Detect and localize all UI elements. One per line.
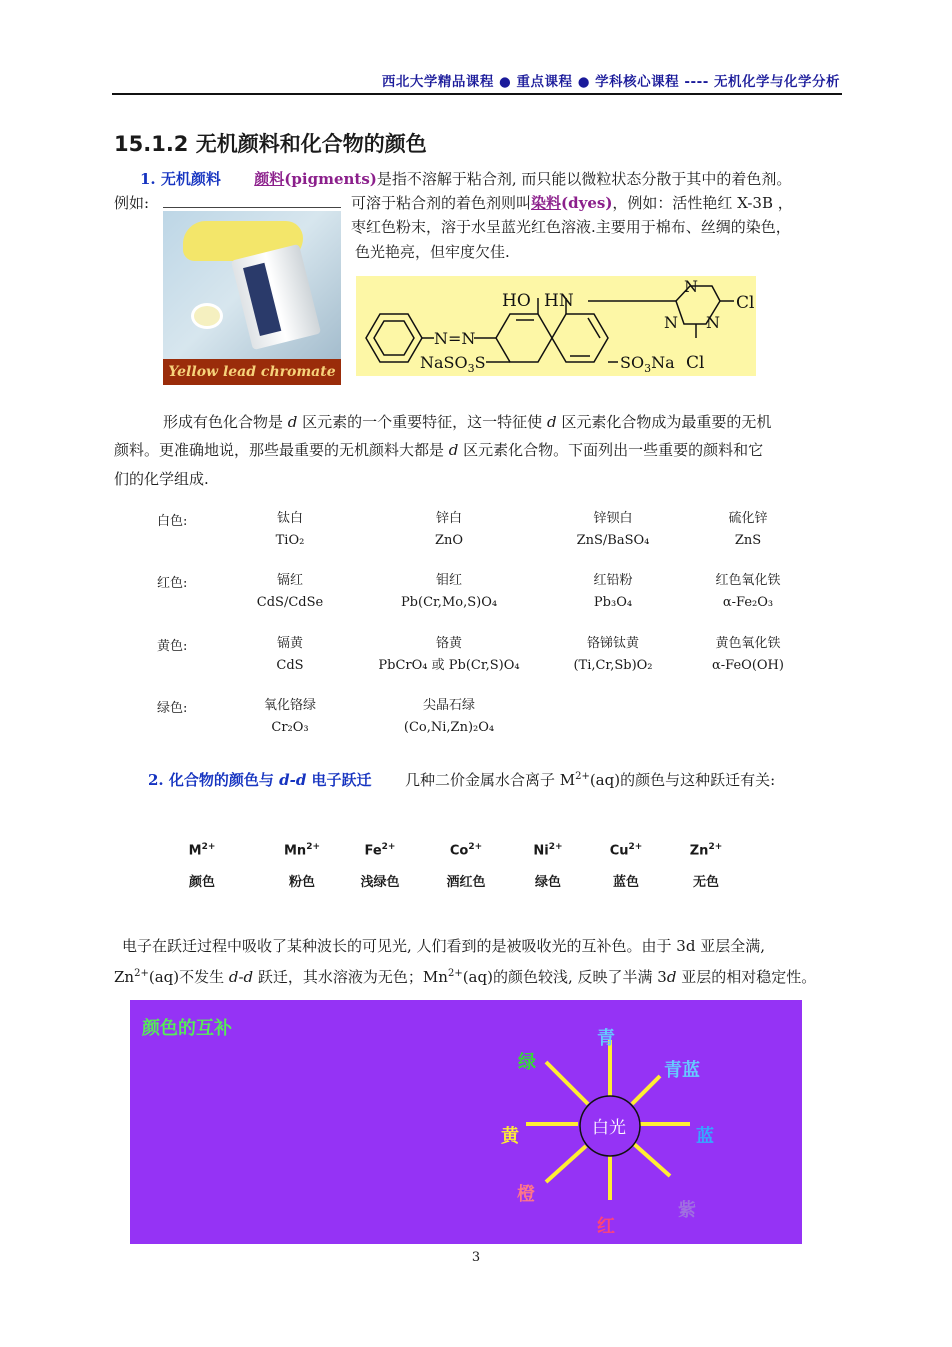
triazine-n-right: N: [706, 313, 720, 332]
pigment-cell: 尖晶石绿 (Co,Ni,Zn)₂O₄: [403, 698, 495, 735]
pigment-cell: 铬黄 PbCrO₄ 或 Pb(Cr,S)O₄: [378, 636, 520, 673]
wheel-center-label: 白光: [592, 1118, 626, 1138]
ion-co: $Co^{2+}$: [449, 842, 483, 859]
label-blue: 蓝: [696, 1126, 714, 1147]
ion-color-co: 酒红色: [446, 875, 486, 890]
paint-tube-icon: [231, 244, 321, 350]
ion-fe: $Fe^{2+}$: [364, 842, 396, 859]
triazine-n-left: N: [664, 313, 678, 332]
running-header: 西北大学精品课程 ● 重点课程 ● 学科核心课程 ---- 无机化学与化学分析: [381, 74, 840, 90]
ion-color-cu: 蓝色: [612, 875, 639, 890]
pigment-cell: 红色氧化铁 α-Fe₂O₃: [715, 573, 781, 610]
hn-label: HN: [544, 291, 574, 311]
pigment-cell: 硫化锌 ZnS: [728, 511, 768, 548]
pigment-cell: 锌白 ZnO: [434, 511, 464, 548]
para2-line2: $Zn^{2+}(aq)$不发生 d-d 跃迁，其水溶液为无色；$Mn^{2+}(aq)$的颜色较浅, 反映了半满 3d 亚层的相对稳定性。: [114, 968, 817, 986]
cl-bottom: Cl: [686, 353, 705, 373]
azo-label: N=N: [434, 329, 476, 348]
label-cyan: 青: [597, 1028, 615, 1049]
structure-svg: [356, 276, 756, 376]
dye-line-3: 色光艳亮，但牢度欠佳.: [355, 243, 510, 261]
triazine-n-top: N: [684, 277, 698, 296]
row-label-green: 绿色:: [157, 701, 188, 716]
pigment-cell: 锌钡白 ZnS/BaSO₄: [576, 511, 650, 548]
row-label-yellow: 黄色:: [157, 639, 188, 654]
row-label-white: 白色:: [157, 514, 188, 529]
label-purple: 紫: [678, 1200, 696, 1221]
dye-term-link[interactable]: 染料: [531, 194, 562, 212]
ion-color-ni: 绿色: [534, 875, 561, 890]
ho-label: HO: [502, 291, 531, 311]
para1-line2: 颜料。更准确地说，那些最重要的无机颜料大都是 d 区元素化合物。下面列出一些重要的颜料和它: [114, 441, 764, 459]
header-rule: [112, 93, 842, 95]
label-red: 红: [597, 1216, 615, 1237]
para1-line3: 们的化学组成.: [114, 470, 209, 488]
pigment-def-text: 是指不溶解于粘合剂, 而只能以微粒状态分散于其中的着色剂。: [376, 170, 792, 188]
dye-structure-diagram: [356, 276, 756, 376]
pigment-term-link[interactable]: 颜料: [254, 170, 285, 188]
pigment-cell: 氧化铬绿 Cr₂O₃: [263, 698, 316, 735]
pigment-cell: 镉红 CdS/CdSe: [256, 573, 324, 610]
tube-cap-icon: [191, 303, 223, 329]
para2-line1: 电子在跃迁过程中吸收了某种波长的可见光, 人们看到的是被吸收光的互补色。由于 3d 亚层全满,: [122, 937, 765, 955]
ion-ni: $Ni^{2+}$: [533, 842, 563, 859]
label-orange: 橙: [517, 1184, 535, 1205]
label-yellow: 黄: [501, 1126, 519, 1147]
dye-line-2: 枣红色粉末，溶于水呈蓝光红色溶液.主要用于棉布、丝绸的染色，: [351, 218, 791, 236]
ion-color-zn: 无色: [692, 875, 719, 890]
wheel-title: 颜色的互补: [142, 1018, 232, 1039]
ion-cu: $Cu^{2+}$: [609, 842, 643, 859]
pigment-term-en: (pigments): [284, 170, 377, 188]
section-title: 15.1.2 无机颜料和化合物的颜色: [114, 132, 427, 156]
pigment-cell: 钼红 Pb(Cr,Mo,S)O₄: [400, 573, 498, 610]
cl-top: Cl: [736, 293, 755, 313]
pigment-cell: 铬锑钛黄 (Ti,Cr,Sb)O₂: [573, 636, 653, 673]
ion-color-fe: 浅绿色: [360, 875, 400, 890]
ion-color-mn: 粉色: [288, 875, 315, 890]
ion-color-header: 颜色: [188, 875, 215, 890]
label-green: 绿: [518, 1052, 536, 1073]
dye-text: 可溶于粘合剂的着色剂则叫: [351, 194, 532, 212]
section2-heading: 2. 化合物的颜色与 d-d 电子跃迁 几种二价金属水合离子 $M^{2+}(aq)$的颜色与这种跃迁有关:: [148, 771, 776, 789]
pigment-cell: 红铅粉 Pb₃O₄: [593, 573, 633, 610]
para1-line1: 形成有色化合物是 d 区元素的一个重要特征，这一特征使 d 区元素化合物成为最重要的无机: [163, 413, 772, 431]
ion-zn: $Zn^{2+}$: [689, 842, 723, 859]
row-label-red: 红色:: [157, 576, 188, 591]
label-cyan-blue: 青蓝: [664, 1060, 700, 1081]
ion-header: $M^{2+}$: [188, 842, 216, 859]
dye-line-1: [351, 191, 793, 215]
dye-text-post: ，例如：活性艳红 X-3B ，: [612, 194, 793, 212]
ion-mn: $Mn^{2+}$: [283, 842, 320, 859]
page-number: 3: [471, 1250, 481, 1265]
photo-caption: Yellow lead chromate: [163, 359, 341, 385]
dye-term-en: (dyes): [561, 194, 613, 212]
naso3s-label: NaSO$_3$S: [420, 353, 486, 375]
pigment-cell: 黄色氧化铁 α-FeO(OH): [712, 636, 784, 673]
yellow-lead-chromate-photo: [163, 211, 341, 385]
subsection-number: 1. 无机颜料: [140, 170, 221, 188]
color-complement-panel: [130, 1000, 802, 1244]
example-label: 例如:: [114, 194, 150, 212]
pigment-definition: [140, 167, 791, 191]
photo-top-rule: [163, 207, 341, 208]
pigment-cell: 钛白 TiO₂: [275, 511, 305, 548]
pigment-cell: 镉黄 CdS: [276, 636, 304, 673]
so3na-label: $SO_3Na$: [620, 353, 675, 375]
